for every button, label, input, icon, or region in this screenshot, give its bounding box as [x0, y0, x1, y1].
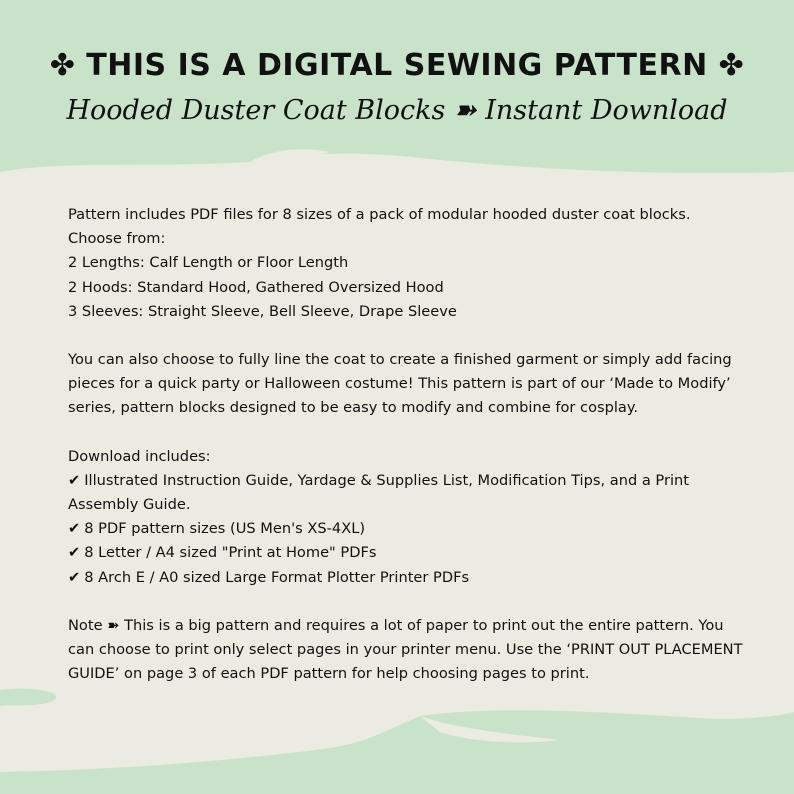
subtitle-left: Hooded Duster Coat Blocks — [66, 95, 446, 126]
note-paragraph — [68, 614, 748, 687]
list-item — [68, 566, 748, 590]
list-item-text: Illustrated Instruction Guide, Yardage & Supplies List, Modification Tips, and a Print Assembly Guide. — [68, 471, 690, 514]
clover-icon: ✤ — [49, 48, 76, 83]
checkmark-icon: ✔ — [68, 520, 81, 538]
list-item-text: 8 Arch E / A0 sized Large Format Plotter Printer PDFs — [84, 568, 470, 586]
list-item — [68, 541, 748, 565]
subtitle-right: Instant Download — [485, 95, 728, 126]
checkmark-icon: ✔ — [68, 568, 81, 586]
intro-line: 3 Sleeves: Straight Sleeve, Bell Sleeve, Drape Sleeve — [68, 302, 457, 320]
description-paragraph: You can also choose to fully line the coat to create a finished garment or simply add facing pieces for a quick party or Halloween costume! This pattern is part of our ‘Made to Modify’ series, pattern blocks designed to be easy to modify and combine for cosplay. — [68, 351, 732, 417]
note-label: Note — [68, 616, 103, 634]
arrow-icon: ➽ — [453, 95, 477, 126]
checkmark-icon: ✔ — [68, 471, 81, 489]
list-item-text: 8 PDF pattern sizes (US Men's XS-4XL) — [84, 520, 366, 538]
download-list — [68, 445, 748, 590]
arrow-icon: ➽ — [107, 616, 120, 634]
intro-line: Choose from: — [68, 230, 166, 248]
note-text: This is a big pattern and requires a lot of paper to print out the entire pattern. You can choose to print only select pages in your printer menu. Use the ‘PRINT OUT PLACEMENT GUIDE’ on page 3 of each PDF pattern for help choosing pages to print. — [68, 616, 743, 683]
intro-line: Pattern includes PDF files for 8 sizes of a pack of modular hooded duster coat blocks. — [68, 206, 691, 223]
intro-paragraph — [68, 203, 748, 324]
checkmark-icon: ✔ — [68, 544, 81, 562]
intro-line: 2 Hoods: Standard Hood, Gathered Oversized Hood — [68, 278, 444, 296]
clover-icon: ✤ — [718, 48, 745, 83]
list-item — [68, 517, 748, 541]
list-item — [68, 469, 748, 517]
title-text: THIS IS A DIGITAL SEWING PATTERN — [86, 48, 708, 83]
page-title — [0, 44, 794, 88]
download-heading: Download includes: — [68, 447, 211, 465]
list-item-text: 8 Letter / A4 sized "Print at Home" PDFs — [84, 544, 377, 562]
header — [0, 44, 794, 130]
description-block — [68, 203, 748, 710]
intro-line: 2 Lengths: Calf Length or Floor Length — [68, 254, 349, 272]
subtitle — [0, 92, 794, 130]
